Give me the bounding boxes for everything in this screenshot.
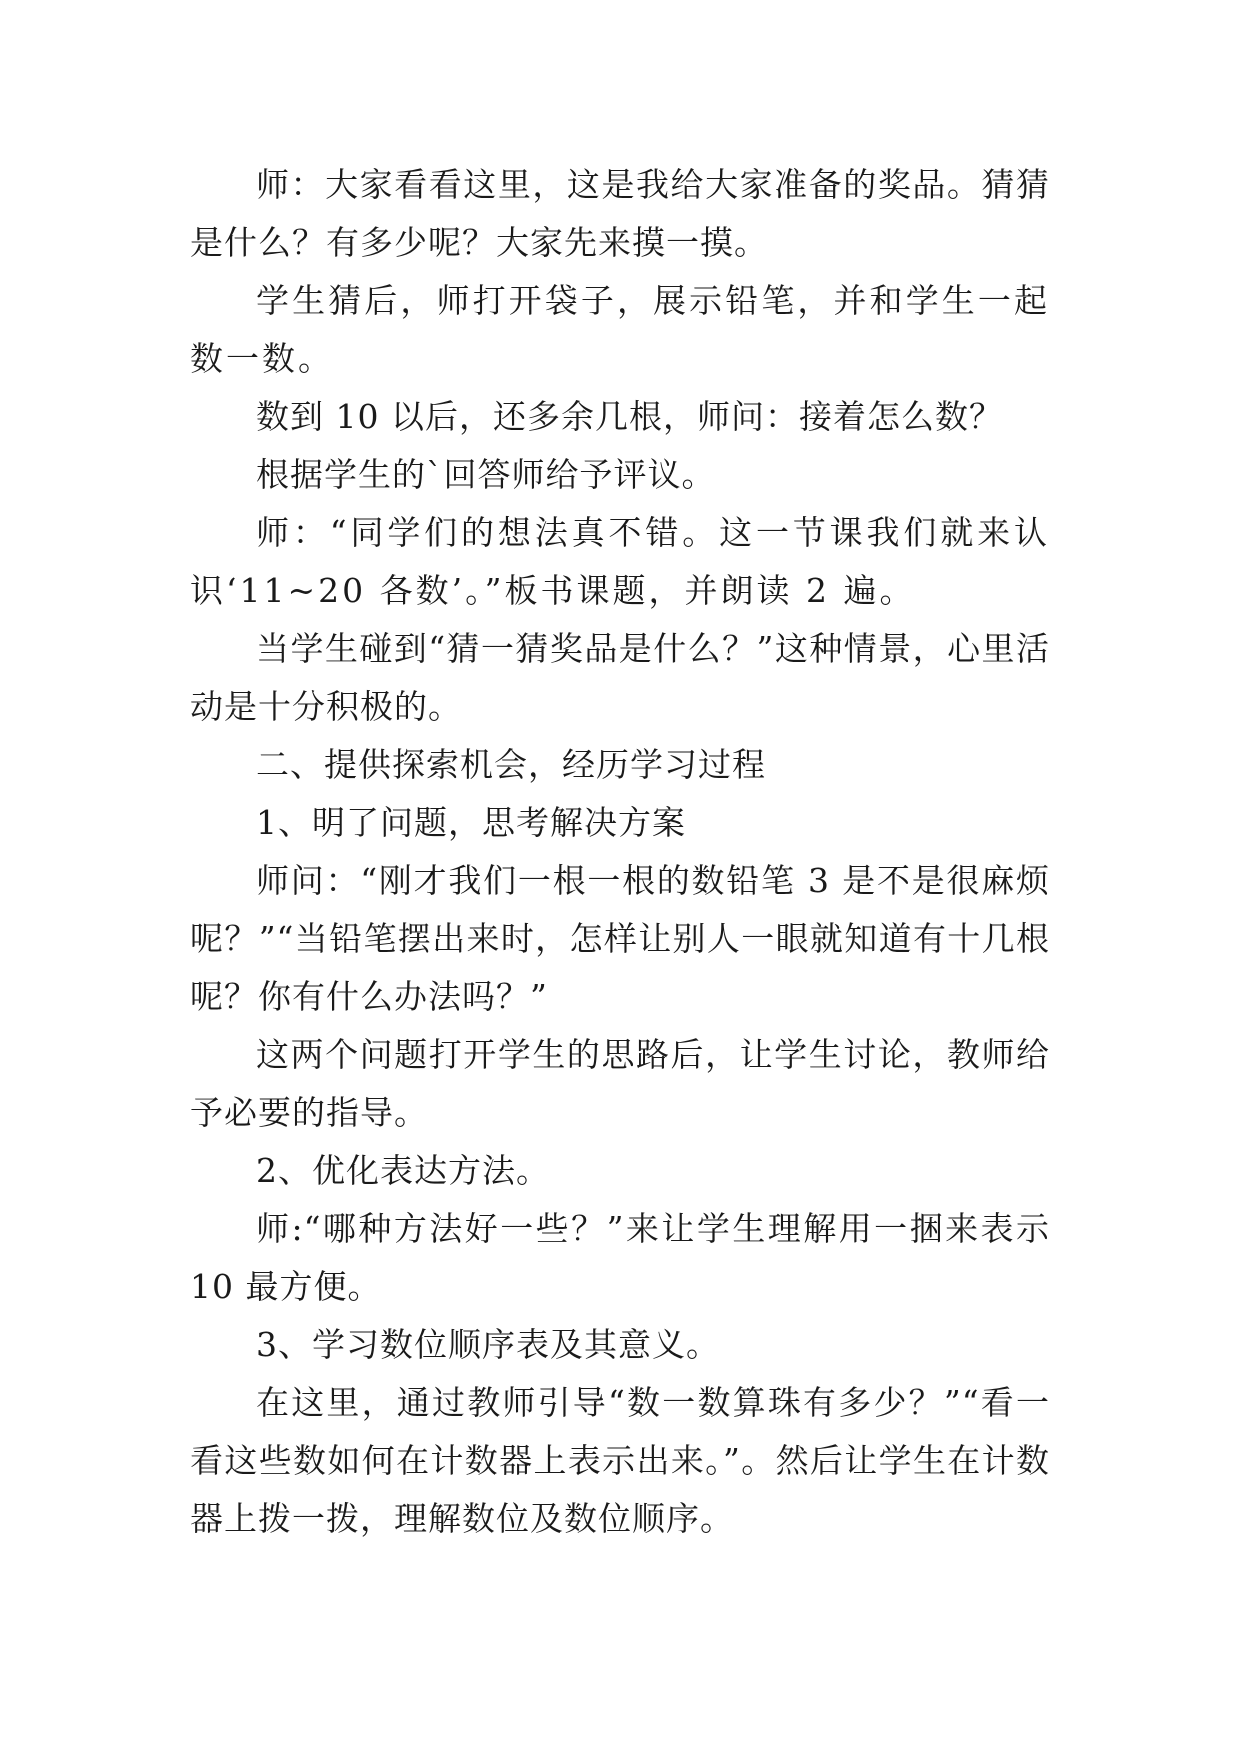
paragraph: 师：“同学们的想法真不错。这一节课我们就来认识‘11~20 各数’。”板书课题，并朗读 2 遍。 <box>190 513 1050 610</box>
paragraph: 师:“哪种方法好一些？”来让学生理解用一捆来表示 10 最方便。 <box>190 1209 1050 1306</box>
paragraph: 师问：“刚才我们一根一根的数铅笔 3 是不是很麻烦呢？”“当铅笔摆出来时，怎样让别人一眼就知道有十几根呢？你有什么办法吗？” <box>190 861 1050 1016</box>
subsection-heading: 2、优化表达方法。 <box>256 1151 550 1190</box>
subsection-heading: 3、学习数位顺序表及其意义。 <box>256 1325 720 1364</box>
document-body <box>190 156 1050 1548</box>
paragraph: 这两个问题打开学生的思路后，让学生讨论，教师给予必要的指导。 <box>190 1035 1050 1132</box>
paragraph: 当学生碰到“猜一猜奖品是什么？”这种情景，心里活动是十分积极的。 <box>190 629 1050 726</box>
section-heading: 二、提供探索机会，经历学习过程 <box>256 745 766 784</box>
paragraph: 根据学生的`回答师给予评议。 <box>256 455 716 494</box>
paragraph: 数到 10 以后，还多余几根，师问：接着怎么数？ <box>256 397 1003 436</box>
paragraph: 学生猜后，师打开袋子，展示铅笔，并和学生一起数一数。 <box>190 281 1050 378</box>
paragraph: 在这里，通过教师引导“数一数算珠有多少？”“看一看这些数如何在计数器上表示出来。”。然后让学生在计数器上拨一拨，理解数位及数位顺序。 <box>190 1383 1050 1538</box>
subsection-heading: 1、明了问题，思考解决方案 <box>256 803 686 842</box>
paragraph: 师：大家看看这里，这是我给大家准备的奖品。猜猜是什么？有多少呢？大家先来摸一摸。 <box>190 165 1050 262</box>
